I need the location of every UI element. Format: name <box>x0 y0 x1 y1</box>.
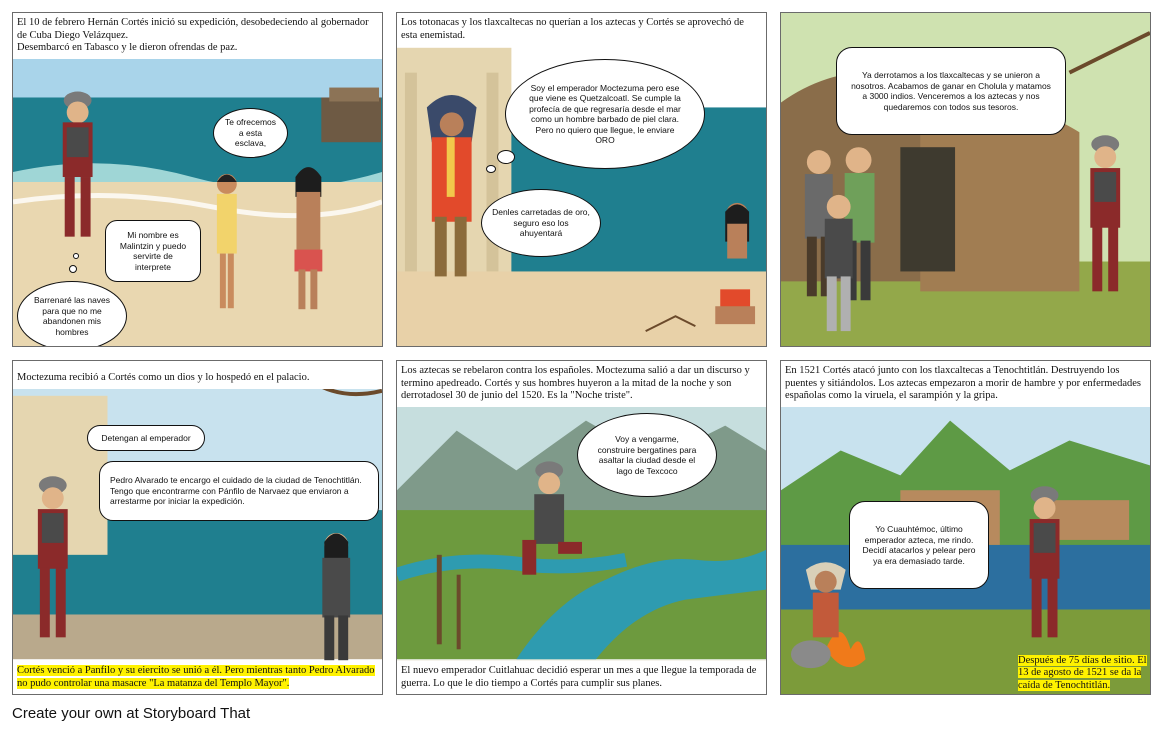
storyboard-that-credit[interactable]: Create your own at Storyboard That <box>12 705 251 722</box>
panel-1-caption: El 10 de febrero Hernán Cortés inició su expedición, desobedeciendo al gobernador de Cuba Diego Velázquez. Desembarcó en Tabasco y le dieron ofrendas de paz. <box>13 13 382 59</box>
thought-bubble-cortes: Barrenaré las naves para que no me abandonen mis hombres <box>17 281 127 347</box>
speech-bubble-malintzin: Mi nombre es Malintzin y puedo servirte de interprete <box>105 220 201 282</box>
speech-bubble-cortes-orders: Pedro Alvarado te encargo el cuidado de la ciudad de Tenochtitlán. Tengo que encontrarme con Pánfilo de Narvaez que enviaron a arrestarme por iniciar la expedición. <box>99 461 379 521</box>
panel-4-bottom-caption <box>13 661 382 694</box>
panel-6-caption: En 1521 Cortés atacó junto con los tlaxcaltecas a Tenochtitlán. Destruyendo los puentes y sitiándolos. Los aztecas empezaron a morir de hambre y por enfermedades españolas como la viruela, el sarampión y la gripa. <box>781 361 1150 407</box>
panel-4-bottom-caption-text: Cortés venció a Panfilo y su eiercito se unió a él. Pero mientras tanto Pedro Alvarado no pudo controlar una masacre "La matanza del Templo Mayor". <box>17 665 375 689</box>
storyboard-panel-1 <box>12 12 383 347</box>
panel-2-caption: Los totonacas y los tlaxcaltecas no querían a los aztecas y Cortés se aprovechó de esta enemistad. <box>397 13 766 46</box>
river-scene <box>397 361 766 694</box>
speech-bubble-cuauhtemoc: Yo Cuauhtémoc, último emperador azteca, me rindo. Decidí atacarlos y pelear pero ya era demasiado tarde. <box>849 501 989 589</box>
storyboard-panel-4 <box>12 360 383 695</box>
panel-6-bottom-caption <box>1016 653 1151 695</box>
speech-bubble-moctezuma: Soy el emperador Moctezuma pero ese que viene es Quetzalcoatl. Se cumple la profecía de que regresaría desde el mar como un hombre barbado de piel clara. Pero no quiero que llegue, le enviare ORO <box>505 59 705 169</box>
speech-bubble-stop-emperor: Detengan al emperador <box>87 425 205 451</box>
storyboard-panel-6 <box>780 360 1151 695</box>
panel-4-caption: Moctezuma recibió a Cortés como un dios y lo hospedó en el palacio. <box>13 368 382 389</box>
speech-bubble-cortes: Ya derrotamos a los tlaxcaltecas y se unieron a nosotros. Acabamos de ganar en Cholula y matamos a 3000 indios. Venceremos a los aztecas y nos quedaremos con todos sus tesoros. <box>836 47 1066 135</box>
palace-sea-scene <box>13 361 382 694</box>
speech-bubble-offering: Te ofrecemos a esta esclava, <box>213 108 288 158</box>
thought-dot <box>497 150 515 164</box>
thought-bubble-moctezuma: Denles carretadas de oro, seguro eso los ahuyentará <box>481 189 601 257</box>
thought-dot <box>486 165 496 173</box>
panel-5-caption: Los aztecas se rebelaron contra los españoles. Moctezuma salió a dar un discurso y termino apedreado. Cortés y sus hombres huyeron a la mitad de la noche y son derrotadosel 30 de junio del 1520. Es la "Noche triste". <box>397 361 766 407</box>
panel-5-bottom-caption: El nuevo emperador Cuitlahuac decidió esperar un mes a que llegue la temporada de guerra. Lo que le dio tiempo a Cortés para cumplir sus planes. <box>397 661 766 694</box>
panel-6-bottom-caption-text: Después de 75 días de sitio. El 13 de agosto de 1521 se da la caída de Tenochtitlán. <box>1018 654 1147 691</box>
thought-dot <box>73 253 79 259</box>
thought-dot <box>69 265 77 273</box>
storyboard-panel-2 <box>396 12 767 347</box>
storyboard-panel-5 <box>396 360 767 695</box>
storyboard-panel-3 <box>780 12 1151 347</box>
speech-bubble-revenge: Voy a vengarme, construire bergatines para asaltar la ciudad desde el lago de Texcoco <box>577 413 717 497</box>
